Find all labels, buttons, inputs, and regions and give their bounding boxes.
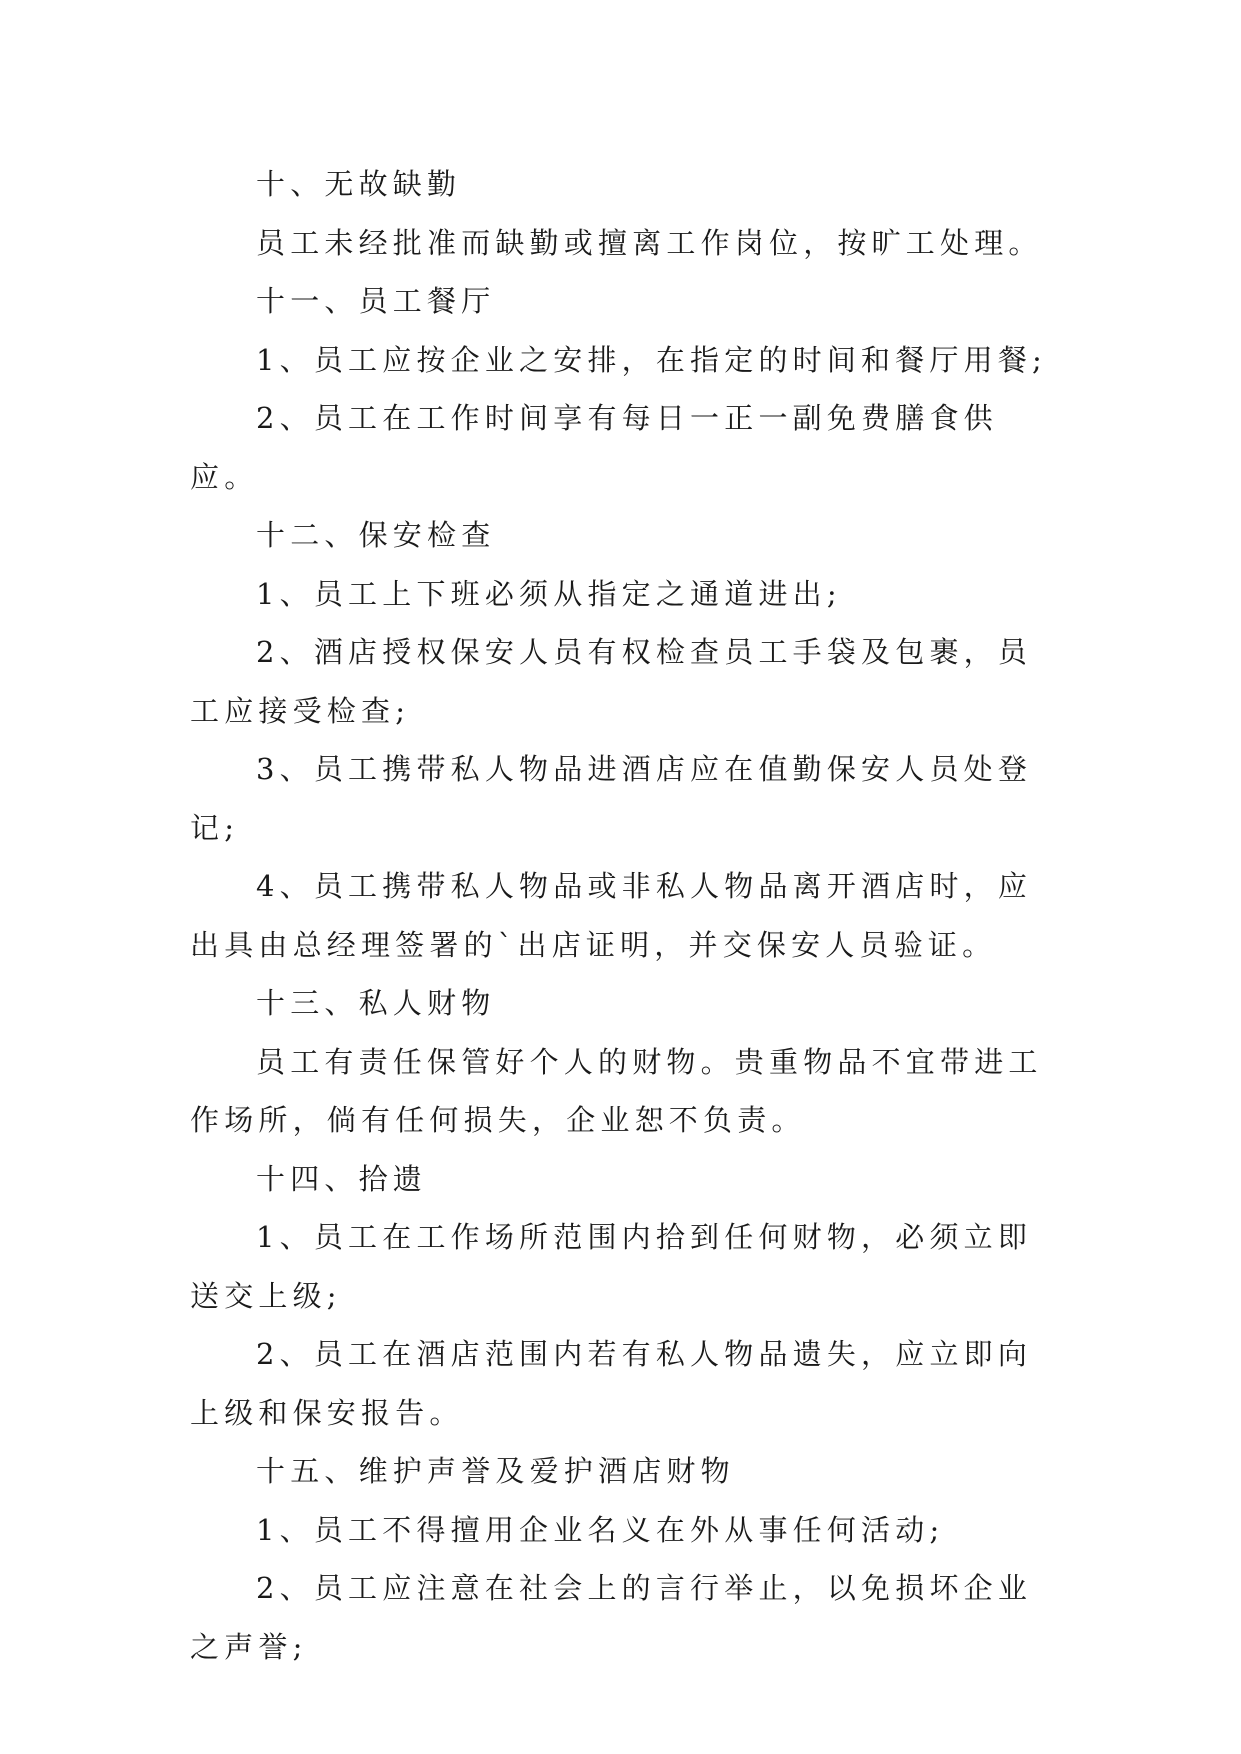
- paragraph-canteen-rule-2: 2、员工在工作时间享有每日一正一副免费膳食供应。: [190, 401, 998, 494]
- paragraph-canteen-rule-1: 1、员工应按企业之安排，在指定的时间和餐厅用餐;: [256, 342, 1048, 377]
- paragraph-security-rule-1: 1、员工上下班必须从指定之通道进出;: [256, 576, 842, 611]
- paragraph-lost-found-rule-1: 1、员工在工作场所范围内拾到任何财物，必须立即送交上级;: [190, 1220, 1033, 1313]
- heading-absence: 十、无故缺勤: [256, 167, 462, 201]
- paragraph-lost-found-rule-2: 2、员工在酒店范围内若有私人物品遗失，应立即向上级和保安报告。: [190, 1337, 1033, 1430]
- paragraph-security-rule-3: 3、员工携带私人物品进酒店应在值勤保安人员处登记;: [190, 752, 1033, 845]
- paragraph-reputation-rule-1: 1、员工不得擅用企业名义在外从事任何活动;: [256, 1512, 945, 1547]
- heading-reputation: 十五、维护声誉及爱护酒店财物: [256, 1454, 735, 1488]
- heading-staff-canteen: 十一、员工餐厅: [256, 284, 496, 318]
- heading-lost-and-found: 十四、拾遗: [256, 1161, 428, 1196]
- paragraph-property-rule: 员工有责任保管好个人的财物。贵重物品不宜带进工作场所，倘有任何损失，企业恕不负责。: [190, 1044, 1043, 1137]
- paragraph-security-rule-4: 4、员工携带私人物品或非私人物品离开酒店时，应出具由总经理签署的`出店证明，并交保安人员验证。: [190, 869, 1033, 962]
- paragraph-absence-rule: 员工未经批准而缺勤或擅离工作岗位，按旷工处理。: [256, 225, 1043, 260]
- heading-personal-property: 十三、私人财物: [256, 986, 496, 1020]
- document-body: [190, 155, 1060, 1676]
- paragraph-security-rule-2: 2、酒店授权保安人员有权检查员工手袋及包裹，员工应接受检查;: [190, 635, 1033, 728]
- paragraph-reputation-rule-2: 2、员工应注意在社会上的言行举止，以免损坏企业之声誉;: [190, 1571, 1033, 1664]
- heading-security-check: 十二、保安检查: [256, 518, 496, 552]
